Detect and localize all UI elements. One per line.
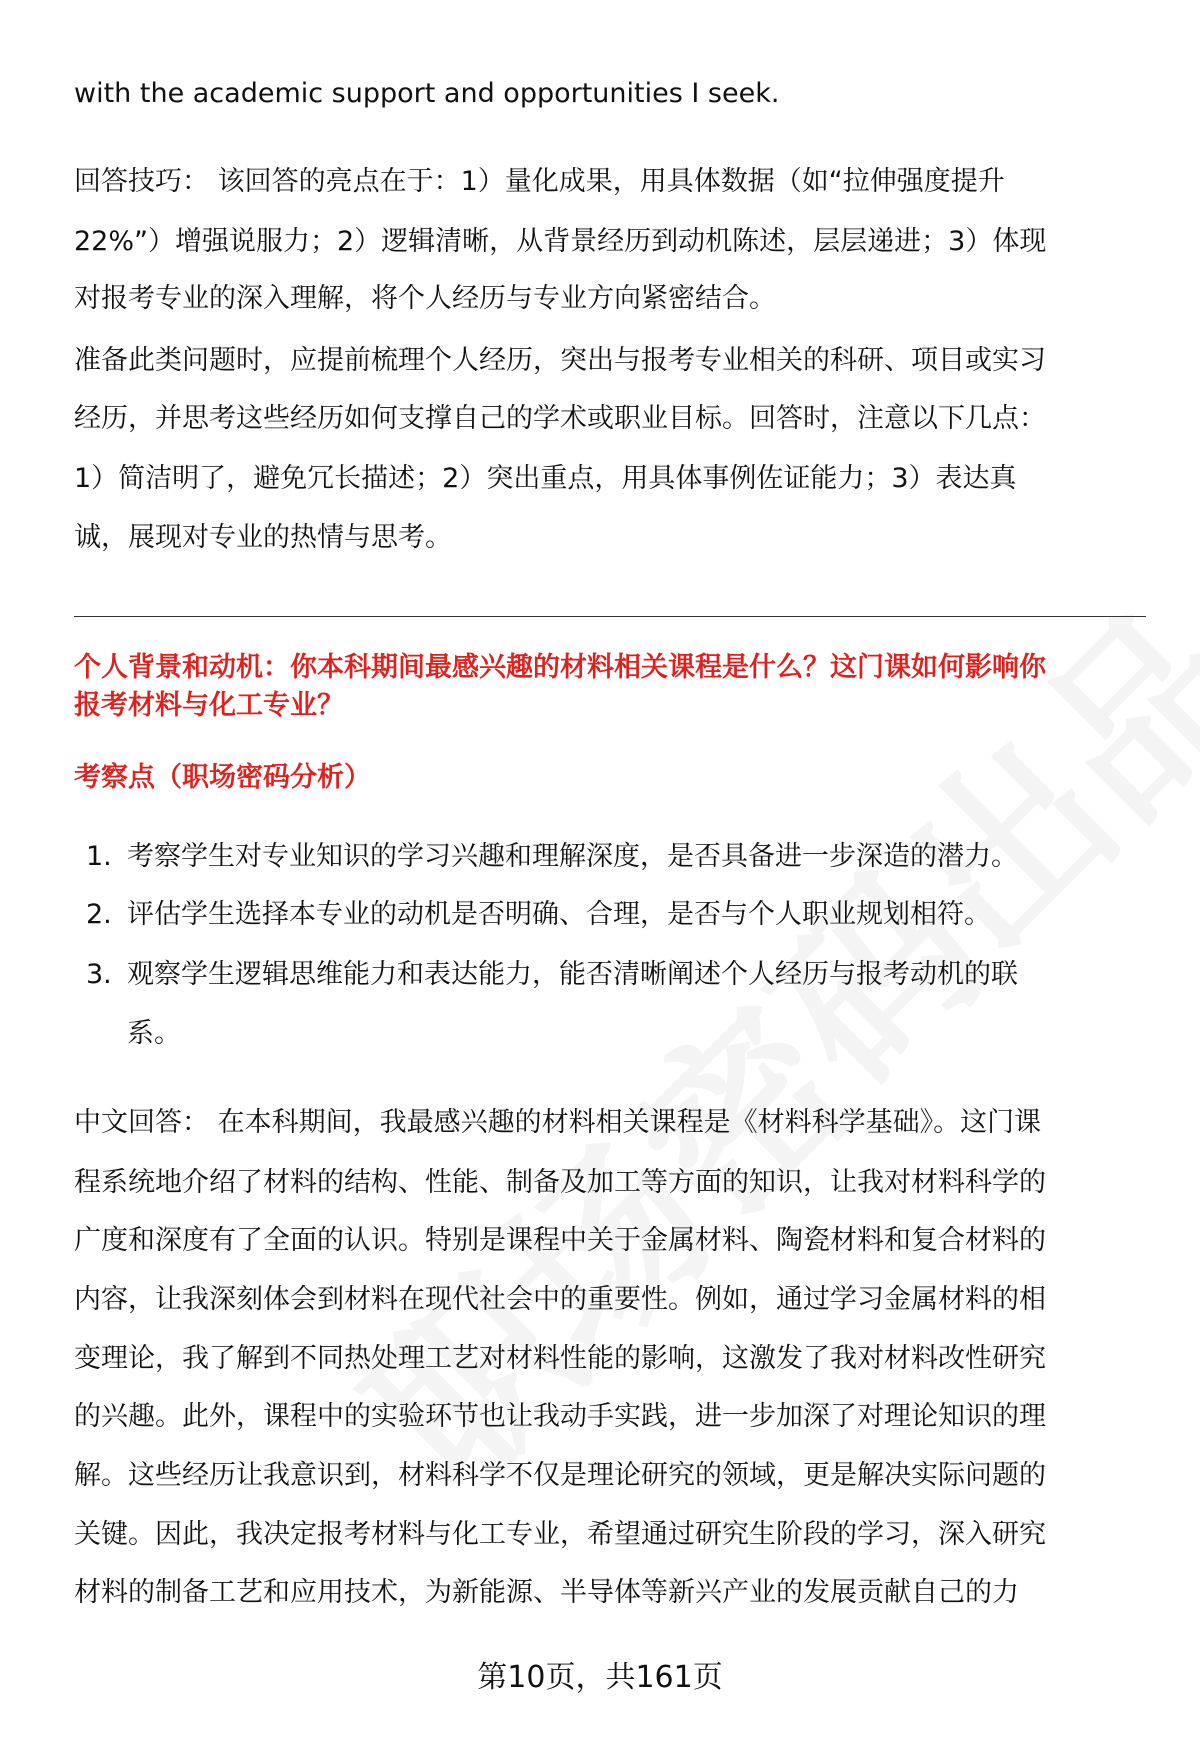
question-heading: 报考材料与化工专业？ xyxy=(74,690,344,721)
answer-line: 解。这些经历让我意识到，材料科学不仅是理论研究的领域，更是解决实际问题的 xyxy=(74,1460,1046,1491)
answer-line: 中文回答： 在本科期间，我最感兴趣的材料相关课程是《材料科学基础》。这门课 xyxy=(74,1107,1042,1138)
answer-line: 程系统地介绍了材料的结构、性能、制备及加工等方面的知识，让我对材料科学的 xyxy=(74,1167,1046,1198)
page-number: 第10页，共161页 xyxy=(477,1660,723,1695)
answer-line: 变理论，我了解到不同热处理工艺对材料性能的影响，这激发了我对材料改性研究 xyxy=(74,1343,1046,1374)
list-item: 考察学生对专业知识的学习兴趣和理解深度，是否具备进一步深造的潜力。 xyxy=(127,841,1018,872)
prep-line: 准备此类问题时，应提前梳理个人经历，突出与报考专业相关的科研、项目或实习 xyxy=(74,345,1046,376)
tips-line: 对报考专业的深入理解，将个人经历与专业方向紧密结合。 xyxy=(74,283,776,314)
answer-line: 广度和深度有了全面的认识。特别是课程中关于金属材料、陶瓷材料和复合材料的 xyxy=(74,1225,1046,1256)
answer-line: 内容，让我深刻体会到材料在现代社会中的重要性。例如，通过学习金属材料的相 xyxy=(74,1284,1046,1315)
list-item: 评估学生选择本专业的动机是否明确、合理，是否与个人职业规划相符。 xyxy=(127,899,991,930)
list-number: 1. xyxy=(86,841,112,872)
section-divider xyxy=(74,616,1146,617)
list-number: 3. xyxy=(86,959,112,990)
tips-line: 回答技巧： 该回答的亮点在于：1）量化成果，用具体数据（如“拉伸强度提升 xyxy=(74,166,1005,197)
list-number: 2. xyxy=(86,899,112,930)
list-item: 系。 xyxy=(127,1018,181,1049)
answer-line: 关键。因此，我决定报考材料与化工专业，希望通过研究生阶段的学习，深入研究 xyxy=(74,1519,1046,1550)
list-item: 观察学生逻辑思维能力和表达能力，能否清晰阐述个人经历与报考动机的联 xyxy=(127,959,1018,990)
intro-line: with the academic support and opportunities I seek. xyxy=(74,78,780,109)
question-heading: 个人背景和动机：你本科期间最感兴趣的材料相关课程是什么？这门课如何影响你 xyxy=(74,652,1046,683)
prep-line: 经历，并思考这些经历如何支撑自己的学术或职业目标。回答时，注意以下几点： xyxy=(74,403,1046,434)
answer-line: 的兴趣。此外，课程中的实验环节也让我动手实践，进一步加深了对理论知识的理 xyxy=(74,1401,1046,1432)
answer-line: 材料的制备工艺和应用技术，为新能源、半导体等新兴产业的发展贡献自己的力 xyxy=(74,1577,1019,1608)
prep-line: 1）简洁明了，避免冗长描述；2）突出重点，用具体事例佐证能力；3）表达真 xyxy=(74,463,1017,494)
tips-line: 22%”）增强说服力；2）逻辑清晰，从背景经历到动机陈述，层层递进；3）体现 xyxy=(74,226,1047,257)
prep-line: 诚，展现对专业的热情与思考。 xyxy=(74,522,452,553)
focus-title: 考察点（职场密码分析） xyxy=(74,762,371,793)
